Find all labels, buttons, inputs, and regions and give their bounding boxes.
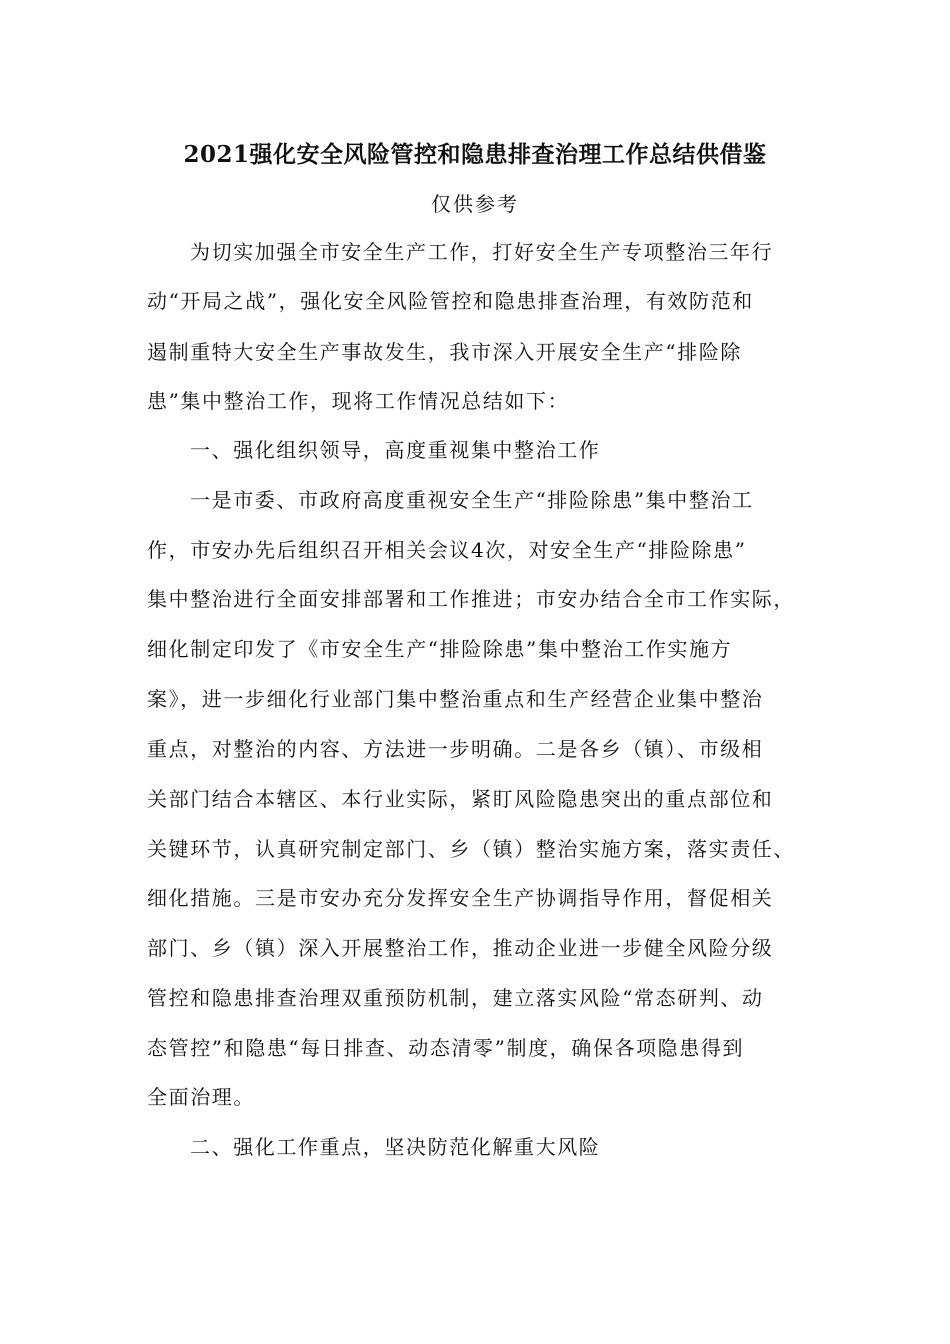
paragraph-line: 一是市委、市政府高度重视安全生产“排险除患”集中整治工 xyxy=(190,488,754,512)
document-title: 2021强化安全风险管控和隐患排查治理工作总结供借鉴 xyxy=(183,141,767,168)
paragraph-line: 全面治理。 xyxy=(147,1085,255,1109)
section-heading: 一、强化组织领导，高度重视集中整治工作 xyxy=(190,438,601,462)
paragraph-line: 部门、乡（镇）深入开展整治工作，推动企业进一步健全风险分级 xyxy=(147,936,774,960)
paragraph-line: 集中整治进行全面安排部署和工作推进；市安办结合全市工作实际， xyxy=(147,587,795,611)
paragraph-line: 作，市安办先后组织召开相关会议4次，对安全生产“排险除患” xyxy=(147,538,747,562)
section-heading: 二、强化工作重点，坚决防范化解重大风险 xyxy=(190,1135,601,1159)
paragraph-line: 动“开局之战”，强化安全风险管控和隐患排查治理，有效防范和 xyxy=(147,289,754,313)
paragraph-line: 案》，进一步细化行业部门集中整治重点和生产经营企业集中整治 xyxy=(147,687,764,711)
paragraph-line: 管控和隐患排查治理双重预防机制，建立落实风险“常态研判、动 xyxy=(147,986,764,1010)
paragraph-line: 遏制重特大安全生产事故发生，我市深入开展安全生产“排险除 xyxy=(147,340,743,364)
paragraph-line: 态管控”和隐患“每日排查、动态清零”制度，确保各项隐患得到 xyxy=(147,1036,745,1060)
paragraph-line: 关键环节，认真研究制定部门、乡（镇）整治实施方案，落实责任、 xyxy=(147,837,795,861)
document-subtitle: 仅供参考 xyxy=(431,192,519,216)
paragraph-line: 细化制定印发了《市安全生产“排险除患”集中整治工作实施方 xyxy=(147,637,733,661)
paragraph-line: 患”集中整治工作，现将工作情况总结如下： xyxy=(147,389,570,413)
paragraph-line: 关部门结合本辖区、本行业实际，紧盯风险隐患突出的重点部位和 xyxy=(147,787,774,811)
paragraph-line: 重点，对整治的内容、方法进一步明确。二是各乡（镇）、市级相 xyxy=(147,737,764,761)
paragraph-line: 为切实加强全市安全生产工作，打好安全生产专项整治三年行 xyxy=(190,240,774,264)
paragraph-line: 细化措施。三是市安办充分发挥安全生产协调指导作用，督促相关 xyxy=(147,886,774,910)
